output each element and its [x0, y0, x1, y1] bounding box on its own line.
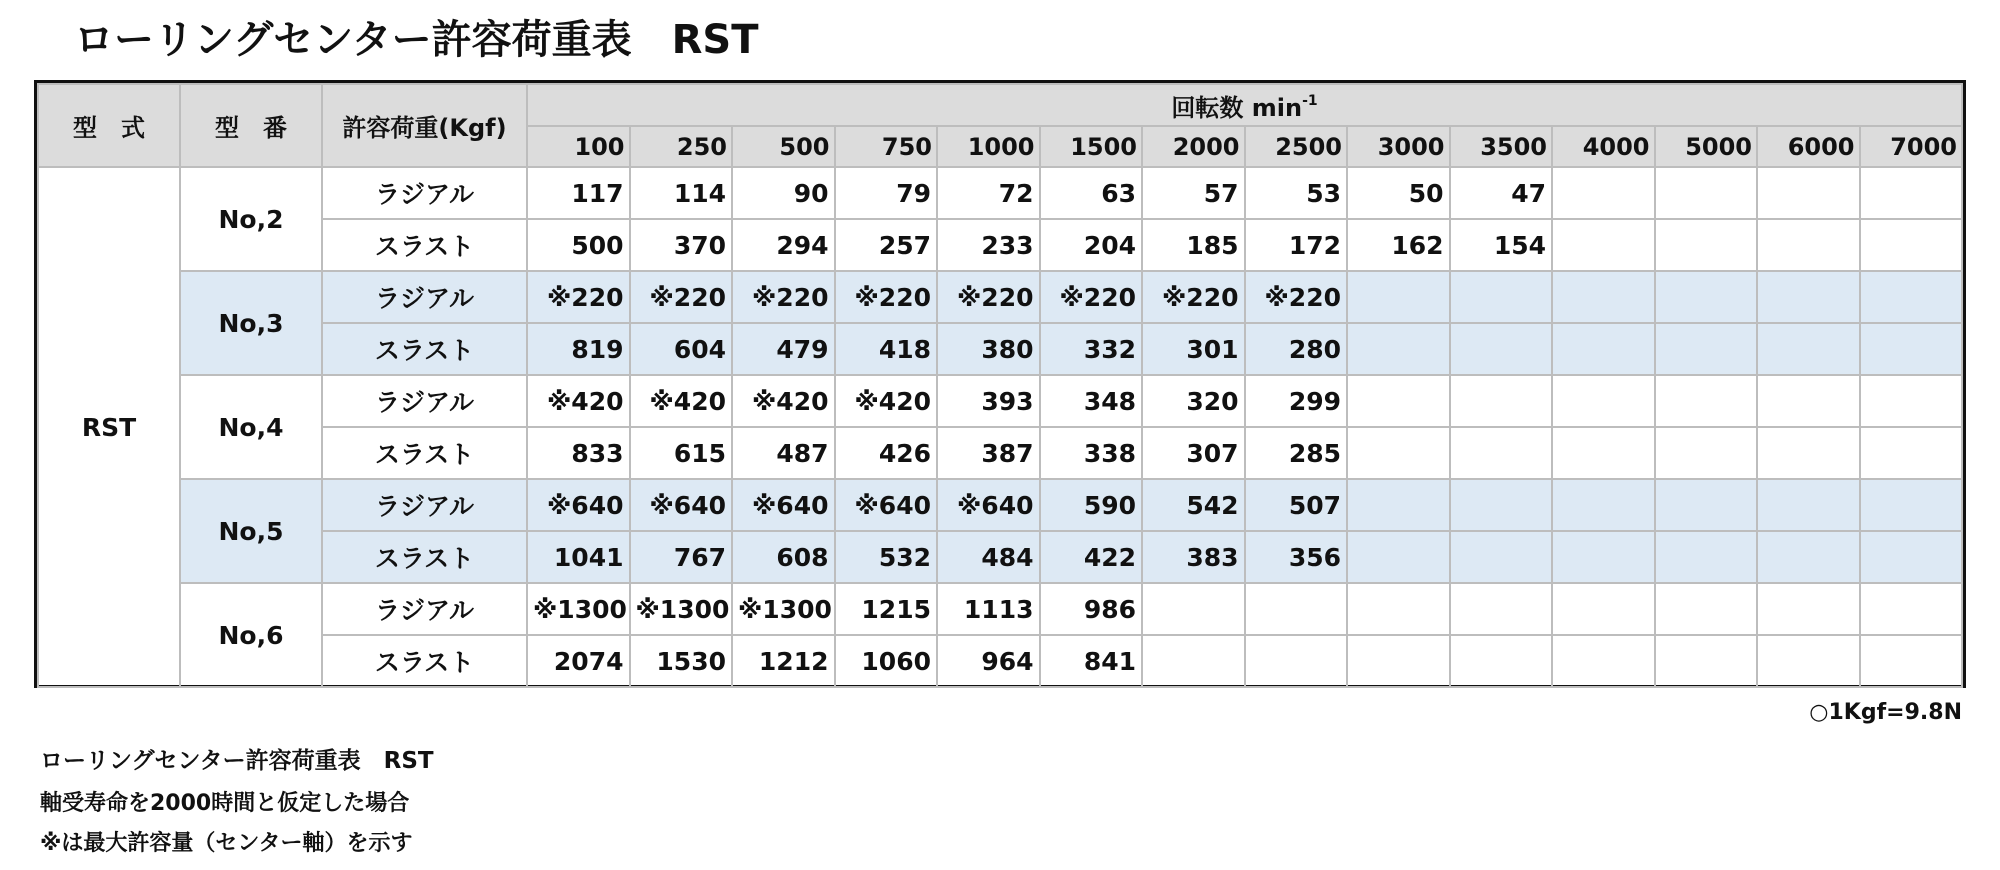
load-type-cell: スラスト	[322, 531, 527, 583]
value-cell	[1552, 323, 1655, 375]
value-cell: 418	[835, 323, 938, 375]
value-cell: 615	[630, 427, 733, 479]
load-type-cell: ラジアル	[322, 583, 527, 635]
value-cell: 500	[527, 219, 630, 271]
value-cell: 162	[1347, 219, 1450, 271]
rpm-header-cell: 3500	[1450, 126, 1553, 167]
note-bearing-life: 軸受寿命を2000時間と仮定した場合	[40, 791, 410, 816]
value-cell: 79	[835, 167, 938, 219]
value-cell	[1757, 583, 1860, 635]
value-cell	[1860, 531, 1963, 583]
value-cell: ※1300	[630, 583, 733, 635]
value-cell: ※220	[732, 271, 835, 323]
value-cell	[1757, 219, 1860, 271]
value-cell	[1860, 323, 1963, 375]
value-cell: 422	[1040, 531, 1143, 583]
rpm-header-cell: 100	[527, 126, 630, 167]
value-cell: 841	[1040, 635, 1143, 687]
value-cell: 204	[1040, 219, 1143, 271]
value-cell: 819	[527, 323, 630, 375]
value-cell: 590	[1040, 479, 1143, 531]
rpm-header-cell: 5000	[1655, 126, 1758, 167]
value-cell	[1347, 531, 1450, 583]
value-cell	[1347, 375, 1450, 427]
value-cell	[1347, 427, 1450, 479]
value-cell: 1215	[835, 583, 938, 635]
value-cell	[1860, 271, 1963, 323]
rpm-unit-superscript: -1	[1302, 92, 1318, 109]
value-cell	[1347, 479, 1450, 531]
value-cell: 833	[527, 427, 630, 479]
note-max-marker: ※は最大許容量（センター軸）を示す	[40, 831, 413, 856]
value-cell	[1450, 635, 1553, 687]
value-cell	[1655, 167, 1758, 219]
rpm-header-cell: 7000	[1860, 126, 1963, 167]
value-cell	[1655, 583, 1758, 635]
value-cell: 2074	[527, 635, 630, 687]
value-cell: 301	[1142, 323, 1245, 375]
value-cell: 154	[1450, 219, 1553, 271]
number-cell: No,3	[180, 271, 322, 375]
value-cell: 542	[1142, 479, 1245, 531]
value-cell	[1552, 167, 1655, 219]
table-row	[38, 479, 1962, 531]
value-cell	[1347, 583, 1450, 635]
table-row	[38, 167, 1962, 219]
value-cell: 1530	[630, 635, 733, 687]
rpm-header-cell: 750	[835, 126, 938, 167]
value-cell	[1757, 427, 1860, 479]
table-row	[38, 375, 1962, 427]
value-cell	[1450, 323, 1553, 375]
value-cell: 387	[937, 427, 1040, 479]
value-cell: ※220	[527, 271, 630, 323]
value-cell: 393	[937, 375, 1040, 427]
value-cell	[1860, 583, 1963, 635]
value-cell	[1552, 271, 1655, 323]
header-load: 許容荷重(Kgf)	[322, 84, 527, 167]
value-cell: 72	[937, 167, 1040, 219]
value-cell: 348	[1040, 375, 1143, 427]
value-cell	[1552, 479, 1655, 531]
rpm-header-cell: 4000	[1552, 126, 1655, 167]
value-cell: 1113	[937, 583, 1040, 635]
load-type-cell: ラジアル	[322, 271, 527, 323]
rpm-header-cell: 3000	[1347, 126, 1450, 167]
value-cell: 53	[1245, 167, 1348, 219]
value-cell	[1142, 635, 1245, 687]
rpm-header-cell: 2000	[1142, 126, 1245, 167]
value-cell: ※220	[835, 271, 938, 323]
rpm-header-cell: 1500	[1040, 126, 1143, 167]
value-cell: 986	[1040, 583, 1143, 635]
value-cell: ※640	[937, 479, 1040, 531]
value-cell: ※1300	[527, 583, 630, 635]
value-cell: 117	[527, 167, 630, 219]
value-cell: 172	[1245, 219, 1348, 271]
load-type-cell: スラスト	[322, 323, 527, 375]
value-cell: 233	[937, 219, 1040, 271]
value-cell	[1860, 167, 1963, 219]
value-cell: ※640	[527, 479, 630, 531]
rpm-header-cell: 2500	[1245, 126, 1348, 167]
value-cell	[1552, 375, 1655, 427]
value-cell: 47	[1450, 167, 1553, 219]
value-cell: 479	[732, 323, 835, 375]
value-cell: 383	[1142, 531, 1245, 583]
value-cell: 338	[1040, 427, 1143, 479]
value-cell	[1450, 531, 1553, 583]
value-cell: 90	[732, 167, 835, 219]
number-cell: No,2	[180, 167, 322, 271]
value-cell: 426	[835, 427, 938, 479]
value-cell: 285	[1245, 427, 1348, 479]
value-cell	[1655, 323, 1758, 375]
value-cell: 964	[937, 635, 1040, 687]
table-row	[38, 531, 1962, 583]
value-cell	[1655, 479, 1758, 531]
value-cell: 1212	[732, 635, 835, 687]
value-cell	[1655, 219, 1758, 271]
load-table-container	[34, 80, 1966, 688]
value-cell	[1757, 479, 1860, 531]
value-cell	[1757, 323, 1860, 375]
value-cell: 484	[937, 531, 1040, 583]
table-row	[38, 583, 1962, 635]
value-cell	[1552, 219, 1655, 271]
value-cell: 280	[1245, 323, 1348, 375]
value-cell	[1757, 531, 1860, 583]
number-cell: No,5	[180, 479, 322, 583]
value-cell: ※220	[1245, 271, 1348, 323]
value-cell	[1655, 427, 1758, 479]
load-type-cell: ラジアル	[322, 167, 527, 219]
value-cell	[1347, 271, 1450, 323]
value-cell	[1450, 271, 1553, 323]
value-cell: 767	[630, 531, 733, 583]
table-row	[38, 219, 1962, 271]
value-cell: ※220	[1142, 271, 1245, 323]
header-model: 型 式	[38, 84, 180, 167]
value-cell: ※420	[835, 375, 938, 427]
rpm-header-cell: 250	[630, 126, 733, 167]
load-type-cell: スラスト	[322, 219, 527, 271]
value-cell: 380	[937, 323, 1040, 375]
value-cell	[1552, 531, 1655, 583]
value-cell: ※220	[630, 271, 733, 323]
value-cell: 114	[630, 167, 733, 219]
rpm-header-cell: 1000	[937, 126, 1040, 167]
value-cell	[1757, 375, 1860, 427]
value-cell	[1450, 583, 1553, 635]
value-cell: 257	[835, 219, 938, 271]
value-cell	[1142, 583, 1245, 635]
value-cell	[1245, 635, 1348, 687]
value-cell: ※420	[527, 375, 630, 427]
load-type-cell: スラスト	[322, 635, 527, 687]
load-type-cell: ラジアル	[322, 479, 527, 531]
value-cell: 356	[1245, 531, 1348, 583]
value-cell	[1860, 219, 1963, 271]
value-cell: ※420	[630, 375, 733, 427]
value-cell	[1552, 427, 1655, 479]
value-cell: 1060	[835, 635, 938, 687]
header-number: 型 番	[180, 84, 322, 167]
value-cell: 507	[1245, 479, 1348, 531]
table-row	[38, 271, 1962, 323]
value-cell: ※640	[835, 479, 938, 531]
note-title: ローリングセンター許容荷重表 RST	[40, 748, 434, 774]
value-cell: ※1300	[732, 583, 835, 635]
value-cell	[1860, 375, 1963, 427]
page-title: ローリングセンター許容荷重表 RST	[74, 17, 759, 63]
value-cell	[1655, 635, 1758, 687]
table-row	[38, 427, 1962, 479]
value-cell	[1450, 427, 1553, 479]
value-cell	[1757, 635, 1860, 687]
value-cell	[1450, 479, 1553, 531]
value-cell	[1552, 635, 1655, 687]
value-cell	[1347, 323, 1450, 375]
number-cell: No,4	[180, 375, 322, 479]
value-cell	[1860, 427, 1963, 479]
value-cell: ※220	[937, 271, 1040, 323]
value-cell: 185	[1142, 219, 1245, 271]
value-cell: 604	[630, 323, 733, 375]
value-cell: 332	[1040, 323, 1143, 375]
model-cell: RST	[38, 167, 180, 687]
value-cell	[1655, 271, 1758, 323]
load-type-cell: スラスト	[322, 427, 527, 479]
value-cell: ※220	[1040, 271, 1143, 323]
value-cell: 307	[1142, 427, 1245, 479]
value-cell: 299	[1245, 375, 1348, 427]
value-cell: 608	[732, 531, 835, 583]
value-cell: 294	[732, 219, 835, 271]
number-cell: No,6	[180, 583, 322, 687]
rpm-header-cell: 6000	[1757, 126, 1860, 167]
allowable-load-table	[37, 83, 1963, 688]
value-cell: ※640	[732, 479, 835, 531]
load-type-cell: ラジアル	[322, 375, 527, 427]
value-cell	[1245, 583, 1348, 635]
value-cell	[1450, 375, 1553, 427]
value-cell	[1757, 167, 1860, 219]
value-cell: 50	[1347, 167, 1450, 219]
value-cell: 320	[1142, 375, 1245, 427]
value-cell	[1655, 375, 1758, 427]
value-cell	[1552, 583, 1655, 635]
table-row	[38, 635, 1962, 687]
value-cell: 532	[835, 531, 938, 583]
value-cell: ※640	[630, 479, 733, 531]
rpm-header-cell: 500	[732, 126, 835, 167]
value-cell: 63	[1040, 167, 1143, 219]
unit-conversion-note: ○1Kgf=9.8N	[1809, 700, 1962, 725]
value-cell	[1655, 531, 1758, 583]
value-cell: ※420	[732, 375, 835, 427]
value-cell	[1860, 635, 1963, 687]
value-cell	[1347, 635, 1450, 687]
header-rpm	[527, 84, 1962, 126]
table-row	[38, 323, 1962, 375]
value-cell: 487	[732, 427, 835, 479]
value-cell: 57	[1142, 167, 1245, 219]
rpm-label: 回転数 min	[1171, 93, 1303, 122]
value-cell	[1860, 479, 1963, 531]
value-cell: 1041	[527, 531, 630, 583]
value-cell	[1757, 271, 1860, 323]
value-cell: 370	[630, 219, 733, 271]
